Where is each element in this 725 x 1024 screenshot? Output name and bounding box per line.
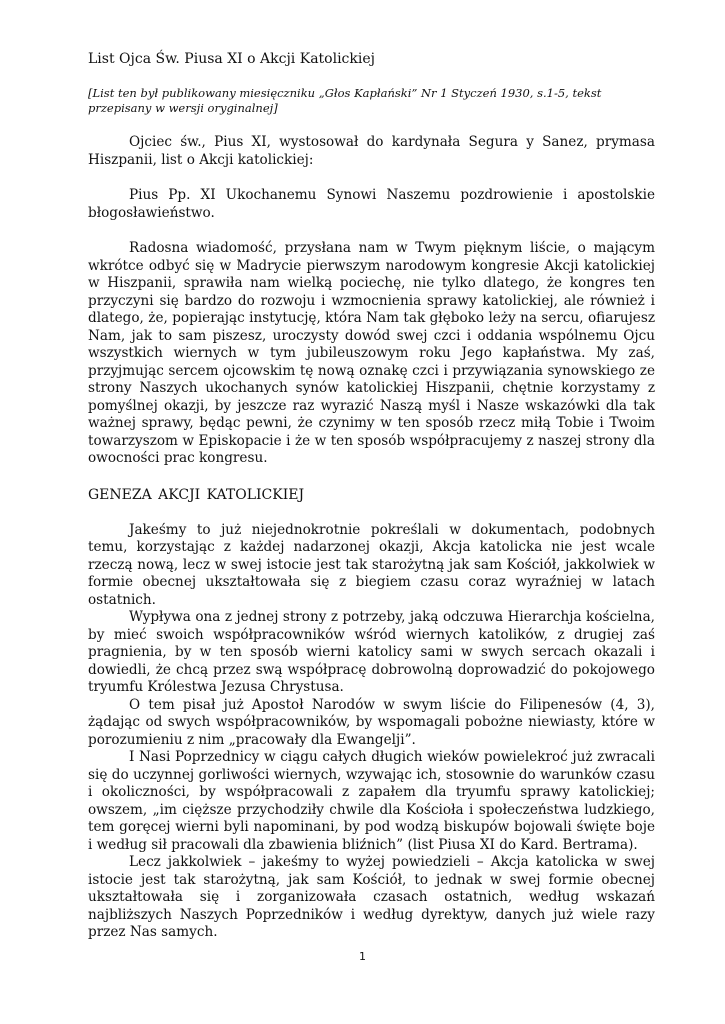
section-paragraph: O tem pisał już Apostoł Narodów w swym liście do Filipenesów (4, 3), żądając od swych współpracowników, by wspomagali pobożne niewiasty, które w porozumieniu z nim „pracowały dla Ewangelji”.: [88, 696, 655, 748]
section-heading: GENEZA AKCJI KATOLICKIEJ: [88, 486, 305, 503]
paragraph-main: Radosna wiadomość, przysłana nam w Twym pięknym liście, o mającym wkrótce odbyć się w Madrycie pierwszym narodowym kongresie Akcji katolickiej w Hiszpanii, sprawiła nam wielką pociechę, nie tylko dlatego, że kongres ten przyczyni się bardzo do rozwoju i wzmocnienia sprawy katolickiej, ale również i dlatego, że, popierając instytucję, która Nam tak głęboko leży na sercu, ofiarujesz Nam, jak to sam piszesz, uroczysty dowód swej czci i oddania wspólnemu Ojcu wszystkich wiernych w tym jubileuszowym roku Jego kapłaństwa. My zaś, przyjmując sercem ojcowskim tę nową oznakę czci i przywiązania synowskiego ze strony Naszych ukochanych synów katolickiej Hiszpanii, chętnie korzystamy z pomyślnej okazji, by jeszcze raz wyrazić Naszą myśl i Nasze wskazówki dla tak ważnej sprawy, będąc pewni, że czynimy w ten sposób rzecz miłą Tobie i Twoim towarzyszom w Episkopacie i że w ten sposób współpracujemy z naszej strony dla owocności prac kongresu.: [88, 240, 655, 466]
section-paragraph: Lecz jakkolwiek – jakeśmy to wyżej powiedzieli – Akcja katolicka w swej istocie jest tak starożytną, jak sam Kościół, to jednak w swej formie obecnej ukształtowała się i zorganizowała czasach ostatnich, według wskazań najbliższych Naszych Poprzedników i według dyrektyw, danych już wiele razy przez Nas samych.: [88, 854, 655, 940]
section-paragraph: Wypływa ona z jednej strony z potrzeby, jaką odczuwa Hierarchja kościelna, by mieć swoich współpracowników wśród wiernych katolików, z drugiej zaś pragnienia, by w ten sposób wierni katolicy sami w swych sercach okazali i dowiedli, że chcą przez swą współpracę dobrowolną doprowadzić do pokojowego tryumfu Królestwa Jezusa Chrystusa.: [88, 609, 655, 695]
section-paragraph: Jakeśmy to już niejednokrotnie pokreślali w dokumentach, podobnych temu, korzystając z każdej nadarzonej okazji, Akcja katolicka nie jest wcale rzeczą nową, lecz w swej istocie jest tak starożytną jak sam Kościół, jakkolwiek w formie obecnej ukształtowała się z biegiem czasu coraz wyraźniej w latach ostatnich.: [88, 521, 655, 608]
document-page: [88, 50, 655, 942]
publication-note: [List ten był publikowany miesięczniku „Głos Kapłański” Nr 1 Styczeń 1930, s.1-5, tekst przepisany w wersji oryginalnej]: [88, 86, 602, 115]
page-number: 1: [359, 950, 366, 963]
document-title: List Ojca Św. Piusa XI o Akcji Katolickiej: [88, 51, 375, 67]
paragraph-intro: Ojciec św., Pius XI, wystosował do kardynała Segura y Sanez, prymasa Hiszpanii, list o Akcji katolickiej:: [88, 134, 655, 168]
paragraph-greeting: Pius Pp. XI Ukochanemu Synowi Naszemu pozdrowienie i apostolskie błogosławieństwo.: [88, 187, 655, 221]
section-paragraph: I Nasi Poprzednicy w ciągu całych długich wieków powielekroć już zwracali się do uczynnej gorliwości wiernych, wzywając ich, stosownie do warunków czasu i okoliczności, by współpracowali z zapałem dla tryumfu sprawy katolickiej; owszem, „im cięższe przychodziły chwile dla Kościoła i społeczeństwa ludzkiego, tem goręcej wierni byli napominani, by pod wodzą biskupów bojowali święte boje i według sił pracowali dla zbawienia bliźnich” (list Piusa XI do Kard. Bertrama).: [88, 749, 655, 853]
